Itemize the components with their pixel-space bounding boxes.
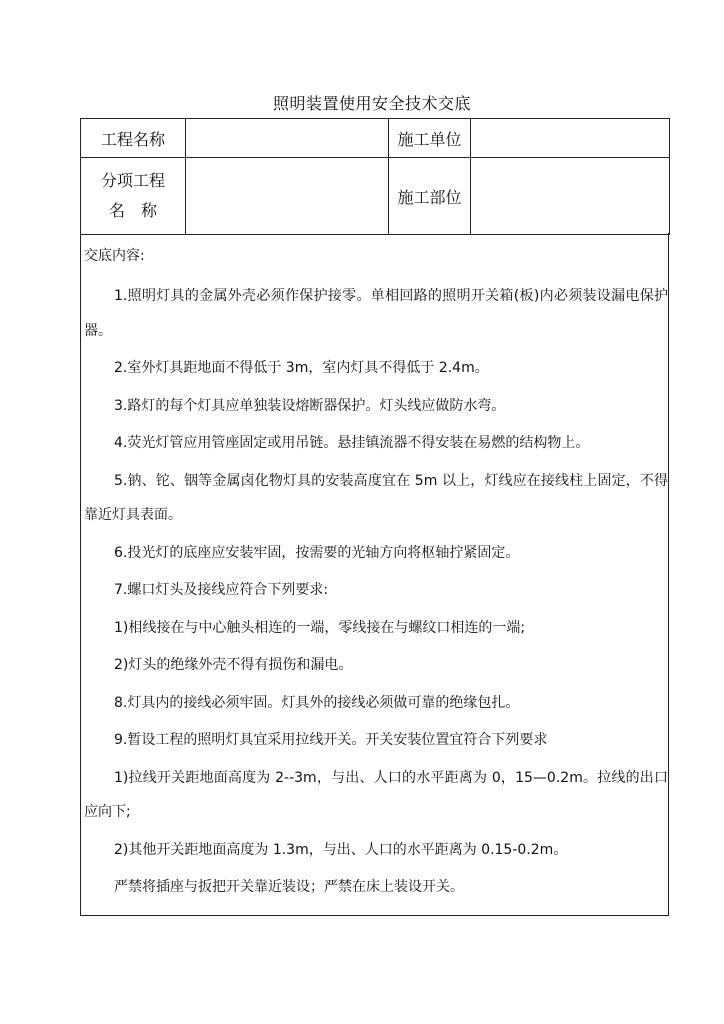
content-item: 1)相线接在与中心触头相连的一端，零线接在与螺纹口相连的一端; (114, 619, 526, 636)
content-item: 8.灯具内的接线必须牢固。灯具外的接线必须做可靠的绝缘包扎。 (114, 694, 520, 711)
project-name-label: 工程名称 (81, 119, 186, 158)
project-info-table (80, 118, 670, 235)
content-item: 4.荧光灯管应用管座固定或用吊链。悬挂镇流器不得安装在易燃的结构物上。 (114, 435, 590, 451)
contractor-label: 施工单位 (389, 119, 471, 158)
contractor-value (471, 119, 670, 158)
subproject-row (81, 158, 670, 235)
document-title: 照明装置使用安全技术交底 (272, 94, 471, 113)
location-value (471, 158, 670, 235)
subproject-label-cell (81, 158, 186, 235)
location-label: 施工部位 (389, 158, 471, 235)
content-items (84, 279, 668, 908)
content-item: 9.暂设工程的照明灯具宜采用拉线开关。开关安装位置宜符合下列要求 (114, 732, 548, 748)
content-item: 7.螺口灯头及接线应符合下列要求: (114, 582, 329, 598)
project-name-value (186, 119, 389, 158)
content-label: 交底内容: (84, 248, 145, 264)
content-item: 1.照明灯具的金属外壳必须作保护接零。单相回路的照明开关箱(板)内必须装设漏电保护器。 (84, 288, 668, 339)
content-item: 1)拉线开关距地面高度为 2--3m，与出、人口的水平距离为 0，15—0.2m。拉线的出口应向下; (84, 769, 668, 820)
content-item: 2)灯头的绝缘外壳不得有损伤和漏电。 (114, 657, 353, 673)
subproject-label-line2: 名 称 (108, 201, 157, 220)
subproject-value (186, 158, 389, 235)
content-item: 2.室外灯具距地面不得低于 3m，室内灯具不得低于 2.4m。 (114, 360, 489, 376)
content-item: 2)其他开关距地面高度为 1.3m，与出、人口的水平距离为 0.15-0.2m。 (114, 841, 568, 858)
project-name-row (81, 119, 670, 158)
content-item: 严禁将插座与扳把开关靠近装设；严禁在床上装设开关。 (114, 879, 464, 895)
briefing-content (80, 233, 669, 916)
content-item: 6.投光灯的底座应安装牢固，按需要的光轴方向将枢轴拧紧固定。 (114, 544, 520, 561)
subproject-label-line1: 分项工程 (100, 171, 165, 190)
content-item: 5.钠、铊、铟等金属卤化物灯具的安装高度宜在 5m 以上，灯线应在接线柱上固定，不得靠近灯具表面。 (84, 472, 668, 523)
content-item: 3.路灯的每个灯具应单独装设熔断器保护。灯头线应做防水弯。 (114, 397, 506, 414)
